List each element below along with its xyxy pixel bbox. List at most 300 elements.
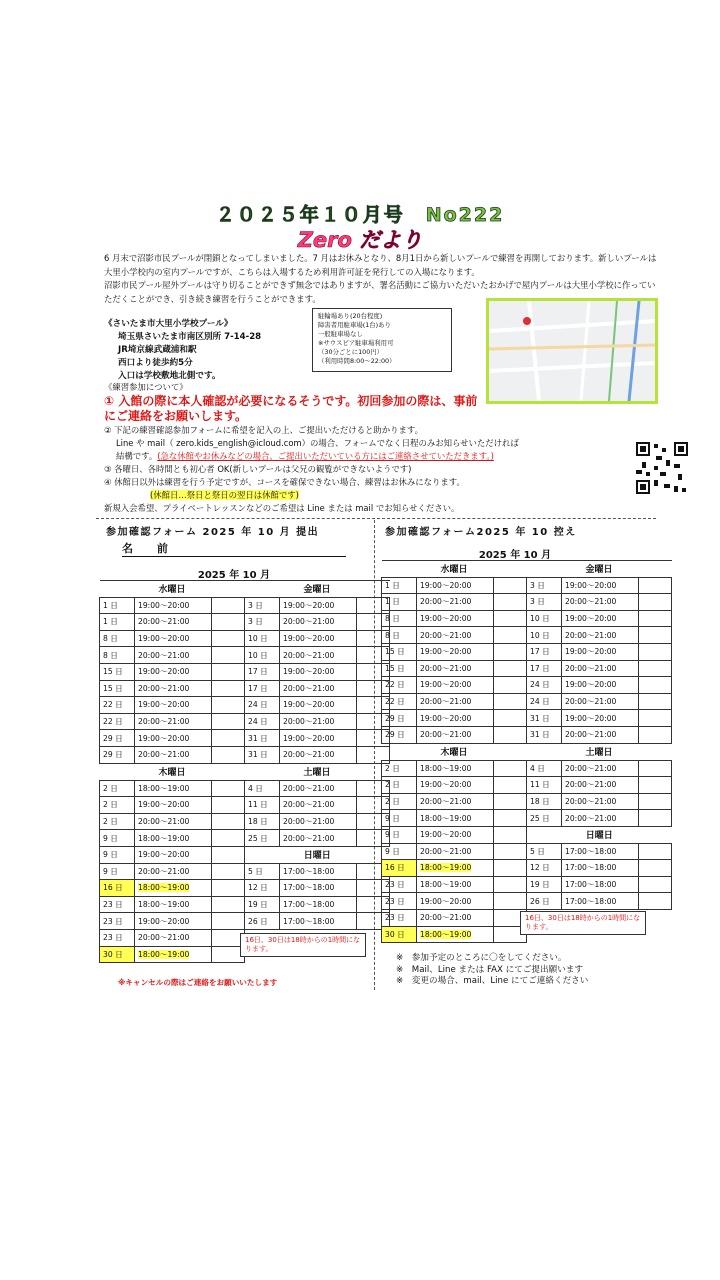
time-cell: 18:00〜19:00 [135,780,212,797]
time-cell: 17:00〜18:00 [562,860,639,877]
date-cell: 17 日 [245,663,280,680]
time-cell: 20:00〜21:00 [135,680,212,697]
day-header: 水曜日 [100,581,245,598]
issue-title: ２０２５年１０月号 No222 [215,204,505,226]
date-cell: 24 日 [527,677,562,694]
date-cell: 24 日 [527,693,562,710]
time-cell: 19:00〜20:00 [280,597,357,614]
date-cell: 5 日 [245,863,280,880]
date-cell: 31 日 [527,710,562,727]
date-cell: 12 日 [245,880,280,897]
time-cell: 20:00〜21:00 [417,693,494,710]
date-cell: 29 日 [100,730,135,747]
table-row [100,597,390,614]
check-cell[interactable] [639,610,672,627]
time-cell: 19:00〜20:00 [280,697,357,714]
table-row [100,730,390,747]
time-cell: 19:00〜20:00 [135,913,212,930]
time-cell: 20:00〜21:00 [135,813,212,830]
date-cell: 11 日 [527,777,562,794]
note-5: 新規入会希望、プライベートレッスンなどのご希望は Line または mail でお知らせください。 [104,503,460,513]
check-cell[interactable] [639,793,672,810]
table-row [100,896,390,913]
check-cell[interactable] [494,577,527,594]
check-cell[interactable] [212,863,245,880]
check-cell[interactable] [639,726,672,743]
date-cell: 9 日 [100,846,135,863]
table-row [100,746,390,763]
check-cell[interactable] [494,876,527,893]
day-header: 土曜日 [527,744,672,761]
date-cell: 11 日 [245,797,280,814]
check-cell[interactable] [639,710,672,727]
date-cell: 1 日 [382,594,417,611]
note-3: ③ 各曜日、各時間とも初心者 OK(新しいプールは父兄の観覧ができないようです) [104,464,412,474]
time-cell: 20:00〜21:00 [417,843,494,860]
time-cell: 19:00〜20:00 [562,610,639,627]
table-row [382,760,672,777]
date-cell: 4 日 [245,780,280,797]
date-cell: 8 日 [382,627,417,644]
check-cell[interactable] [639,677,672,694]
left-month-title: 2025 年 10 月 [197,570,271,581]
time-cell: 20:00〜21:00 [280,713,357,730]
time-cell: 20:00〜21:00 [417,594,494,611]
date-cell: 30 日 [100,946,135,963]
table-row [100,830,390,847]
address-line: 埼玉県さいたま市南区別所 7-14-28 [118,332,262,342]
date-cell: 23 日 [100,913,135,930]
date-cell: 15 日 [100,663,135,680]
check-cell[interactable] [212,797,245,814]
intro-text: 6 月末で沼影市民プールが閉鎖となってしまいました。7 月はお休みとなり、8月1日から新しいプールで練習を再開しております。新しいプールは大里小学校内の室内プールですが、こちらは入場するため利用許可証を発行しての入場になります。 [104,253,657,277]
check-cell[interactable] [494,643,527,660]
date-cell: 9 日 [382,810,417,827]
table-row [382,777,672,794]
time-cell: 19:00〜20:00 [417,777,494,794]
table-row [382,843,672,860]
address-block [104,318,261,383]
table-row [100,647,390,664]
time-cell: 20:00〜21:00 [135,614,212,631]
date-cell: 23 日 [100,929,135,946]
time-cell: 20:00〜21:00 [280,813,357,830]
check-cell[interactable] [639,660,672,677]
check-cell[interactable] [639,693,672,710]
time-cell: 20:00〜21:00 [417,627,494,644]
closed-days: (休館日…祭日と祭日の翌日は休館です) [150,490,299,500]
check-cell[interactable] [212,780,245,797]
left-form-title: 参加確認フォーム 2025 年 10 月 提出 [106,527,320,538]
date-cell: 2 日 [382,793,417,810]
check-cell[interactable] [639,594,672,611]
table-row [382,677,672,694]
check-cell[interactable] [494,710,527,727]
date-cell: 23 日 [382,876,417,893]
time-cell: 19:00〜20:00 [417,643,494,660]
check-cell[interactable] [212,896,245,913]
date-cell: 16 日 [100,880,135,897]
time-cell: 17:00〜18:00 [280,880,357,897]
day-header: 木曜日 [100,764,245,781]
address-line: JR埼京線武蔵浦和駅 [118,345,197,355]
date-cell: 25 日 [527,810,562,827]
date-cell: 12 日 [527,860,562,877]
time-cell: 19:00〜20:00 [562,677,639,694]
check-cell[interactable] [212,647,245,664]
check-cell[interactable] [212,813,245,830]
date-cell: 22 日 [100,697,135,714]
table-row [382,660,672,677]
table-row [100,614,390,631]
table-row [382,793,672,810]
left-time-note: 16日、30日は18時からの1時間になります。 [240,933,366,957]
check-cell[interactable] [212,730,245,747]
time-cell: 18:00〜19:00 [135,880,212,897]
time-cell: 20:00〜21:00 [562,777,639,794]
parking-line: （利用時間8:00〜22:00） [318,357,396,365]
address-line: 西口より徒歩約5分 [118,358,193,368]
check-cell[interactable] [494,843,527,860]
date-cell: 25 日 [245,830,280,847]
date-cell: 23 日 [382,909,417,926]
check-cell[interactable] [494,893,527,910]
note-1: ① 入館の際に本人確認が必要になるそうです。初回参加の際は、事前にご連絡をお願いします。 [104,394,478,423]
time-cell: 19:00〜20:00 [135,697,212,714]
time-cell: 20:00〜21:00 [135,713,212,730]
check-cell[interactable] [212,713,245,730]
time-cell: 19:00〜20:00 [417,893,494,910]
table-row [382,810,672,827]
time-cell: 18:00〜19:00 [417,926,494,943]
date-cell: 29 日 [382,726,417,743]
table-row [100,697,390,714]
note-4: ④ 休館日以外は練習を行う予定ですが、コースを確保できない場合、練習はお休みになります。 [104,477,465,487]
check-cell[interactable] [212,746,245,763]
check-cell[interactable] [494,860,527,877]
time-cell: 20:00〜21:00 [280,614,357,631]
table-row [382,693,672,710]
footer-notes [396,953,588,988]
time-cell: 20:00〜21:00 [280,780,357,797]
date-cell: 19 日 [245,896,280,913]
time-cell: 17:00〜18:00 [562,876,639,893]
check-cell[interactable] [494,826,527,843]
intro-text: 沼影市民プール屋外プールは守り切ることができず無念ではありますが、署名活動にご協力いただいたおかげで屋内プールは大里小学校に作っていただくことができ、引き続き練習を行うことができます。 [104,280,656,304]
date-cell: 9 日 [382,826,417,843]
date-cell: 3 日 [245,614,280,631]
day-header: 水曜日 [382,561,527,578]
time-cell: 20:00〜21:00 [417,909,494,926]
check-cell[interactable] [639,777,672,794]
time-cell: 19:00〜20:00 [417,826,494,843]
date-cell: 15 日 [382,660,417,677]
left-wed-fri-table [99,580,390,764]
parking-line: 障害者用駐車場(1台)あり [318,321,391,329]
right-time-note: 16日、30日は18時からの1時間になります。 [520,911,646,935]
table-row [100,713,390,730]
time-cell: 19:00〜20:00 [280,630,357,647]
time-cell: 19:00〜20:00 [562,577,639,594]
date-cell: 15 日 [382,643,417,660]
right-form-title: 参加確認フォーム2025 年 10 控え [385,527,577,538]
parking-info-box [312,308,452,372]
table-row [100,680,390,697]
newsletter-name: Zero だより [297,228,423,252]
name-field[interactable]: 名 前 [122,540,346,557]
table-row [382,627,672,644]
date-cell: 24 日 [245,697,280,714]
time-cell: 18:00〜19:00 [135,896,212,913]
table-row [100,863,390,880]
check-cell[interactable] [494,677,527,694]
time-cell: 19:00〜20:00 [135,597,212,614]
table-row [100,630,390,647]
date-cell: 3 日 [527,577,562,594]
date-cell: 19 日 [527,876,562,893]
time-cell: 17:00〜18:00 [562,893,639,910]
date-cell: 3 日 [245,597,280,614]
date-cell: 8 日 [100,647,135,664]
date-cell: 2 日 [100,797,135,814]
check-cell[interactable] [212,614,245,631]
time-cell: 20:00〜21:00 [562,793,639,810]
table-row [100,913,390,930]
date-cell: 1 日 [100,614,135,631]
time-cell: 20:00〜21:00 [562,693,639,710]
time-cell: 19:00〜20:00 [135,730,212,747]
check-cell[interactable] [212,697,245,714]
time-cell: 19:00〜20:00 [280,730,357,747]
footer-note: ※ 参加予定のところに〇をしてください。 [396,953,567,963]
table-row [382,643,672,660]
day-header: 日曜日 [245,846,390,863]
time-cell: 19:00〜20:00 [417,677,494,694]
date-cell: 22 日 [100,713,135,730]
date-cell: 17 日 [527,660,562,677]
time-cell: 18:00〜19:00 [417,876,494,893]
check-cell[interactable] [639,843,672,860]
footer-note: ※ Mail、Line または FAX にてご提出願います [396,964,583,975]
table-row [382,826,672,843]
time-cell: 18:00〜19:00 [417,760,494,777]
time-cell: 18:00〜19:00 [417,810,494,827]
table-row [382,726,672,743]
time-cell: 20:00〜21:00 [417,660,494,677]
date-cell: 29 日 [100,746,135,763]
parking-line: ※サウスピア駐車場利用可 [318,339,394,347]
day-header: 日曜日 [527,826,672,843]
parking-line: （30分ごとに100円） [318,348,384,356]
check-cell[interactable] [212,846,245,863]
table-row [100,813,390,830]
check-cell[interactable] [212,830,245,847]
date-cell: 31 日 [245,746,280,763]
table-row [382,710,672,727]
day-header: 土曜日 [245,764,390,781]
date-cell: 1 日 [100,597,135,614]
time-cell: 20:00〜21:00 [135,647,212,664]
date-cell: 26 日 [527,893,562,910]
time-cell: 19:00〜20:00 [417,610,494,627]
time-cell: 20:00〜21:00 [562,660,639,677]
date-cell: 15 日 [100,680,135,697]
date-cell: 2 日 [382,777,417,794]
note-2-text: 結構です。 [116,451,158,461]
time-cell: 20:00〜21:00 [562,760,639,777]
table-row [100,846,390,863]
time-cell: 20:00〜21:00 [562,810,639,827]
time-cell: 20:00〜21:00 [280,830,357,847]
check-cell[interactable] [639,860,672,877]
time-cell: 19:00〜20:00 [135,630,212,647]
date-cell: 31 日 [245,730,280,747]
date-cell: 29 日 [382,710,417,727]
date-cell: 31 日 [527,726,562,743]
check-cell[interactable] [639,810,672,827]
date-cell: 9 日 [100,863,135,880]
check-cell[interactable] [494,627,527,644]
check-cell[interactable] [494,760,527,777]
date-cell: 17 日 [527,643,562,660]
date-cell: 10 日 [527,610,562,627]
date-cell: 23 日 [382,893,417,910]
date-cell: 9 日 [100,830,135,847]
divider-horizontal [96,518,656,519]
check-cell[interactable] [494,726,527,743]
time-cell: 19:00〜20:00 [135,846,212,863]
date-cell: 8 日 [100,630,135,647]
check-cell[interactable] [639,577,672,594]
day-header: 金曜日 [527,561,672,578]
time-cell: 17:00〜18:00 [280,863,357,880]
address-title: 《さいたま市大里小学校プール》 [104,319,233,329]
date-cell: 10 日 [245,647,280,664]
date-cell: 22 日 [382,677,417,694]
check-cell[interactable] [212,880,245,897]
date-cell: 9 日 [382,843,417,860]
time-cell: 19:00〜20:00 [562,710,639,727]
time-cell: 17:00〜18:00 [280,913,357,930]
time-cell: 20:00〜21:00 [280,746,357,763]
check-cell[interactable] [212,680,245,697]
table-row [382,577,672,594]
date-cell: 4 日 [527,760,562,777]
date-cell: 3 日 [527,594,562,611]
time-cell: 20:00〜21:00 [280,647,357,664]
time-cell: 19:00〜20:00 [280,663,357,680]
date-cell: 30 日 [382,926,417,943]
footer-note: ※ 変更の場合、mail、Line にてご連絡ください [396,976,589,986]
participation-notes [104,381,664,515]
note-2-red: (急な休館やお休みなどの場合、ご提出いただいている方にはご連絡させていただきます。) [157,451,494,461]
address-line: 入口は学校敷地北側です。 [118,371,221,381]
time-cell: 19:00〜20:00 [562,643,639,660]
parking-line: 一般駐車場なし [318,330,363,338]
date-cell: 26 日 [245,913,280,930]
note-2-cont [104,450,664,463]
table-row [100,880,390,897]
check-cell[interactable] [639,893,672,910]
time-cell: 19:00〜20:00 [417,577,494,594]
time-cell: 19:00〜20:00 [135,663,212,680]
check-cell[interactable] [494,777,527,794]
date-cell: 22 日 [382,693,417,710]
date-cell: 2 日 [100,780,135,797]
time-cell: 18:00〜19:00 [417,860,494,877]
check-cell[interactable] [494,793,527,810]
time-cell: 20:00〜21:00 [562,594,639,611]
cancel-note: ※キャンセルの際はご連絡をお願いいたします [118,978,278,987]
check-cell[interactable] [639,876,672,893]
time-cell: 20:00〜21:00 [562,726,639,743]
check-cell[interactable] [494,693,527,710]
check-cell[interactable] [212,597,245,614]
table-row [382,594,672,611]
table-row [100,663,390,680]
time-cell: 17:00〜18:00 [280,896,357,913]
check-cell[interactable] [494,594,527,611]
time-cell: 20:00〜21:00 [562,627,639,644]
date-cell: 10 日 [527,627,562,644]
day-header: 木曜日 [382,744,527,761]
check-cell[interactable] [639,643,672,660]
date-cell: 1 日 [382,577,417,594]
date-cell: 8 日 [382,610,417,627]
time-cell: 20:00〜21:00 [135,863,212,880]
table-row [382,610,672,627]
check-cell[interactable] [639,760,672,777]
check-cell[interactable] [494,610,527,627]
date-cell: 17 日 [245,680,280,697]
note-2-contact: Line や mail（ zero.kids_english@icloud.com）の場合、フォームでなく日程のみお知らせいただければ [116,438,519,448]
check-cell[interactable] [212,913,245,930]
date-cell: 16 日 [382,860,417,877]
table-row [382,860,672,877]
check-cell[interactable] [212,663,245,680]
check-cell[interactable] [494,810,527,827]
date-cell: 18 日 [245,813,280,830]
time-cell: 19:00〜20:00 [135,797,212,814]
table-row [382,876,672,893]
notes-heading: 《練習参加について》 [104,382,188,392]
time-cell: 19:00〜20:00 [417,710,494,727]
note-2: ② 下記の練習確認参加フォームに希望を記入の上、ご提出いただけると助かります。 [104,425,423,435]
date-cell: 5 日 [527,843,562,860]
check-cell[interactable] [494,660,527,677]
date-cell: 24 日 [245,713,280,730]
note-4-closed [104,489,664,502]
day-header: 金曜日 [245,581,390,598]
table-row [100,780,390,797]
time-cell: 20:00〜21:00 [417,793,494,810]
parking-line: 駐輪場あり(20台程度) [318,312,383,320]
right-wed-fri-table [381,560,672,744]
time-cell: 20:00〜21:00 [280,797,357,814]
date-cell: 10 日 [245,630,280,647]
table-row [100,797,390,814]
date-cell: 23 日 [100,896,135,913]
date-cell: 2 日 [382,760,417,777]
right-month-title: 2025 年 10 月 [478,550,552,561]
time-cell: 20:00〜21:00 [135,929,212,946]
check-cell[interactable] [639,627,672,644]
map-pin-icon [523,317,531,325]
time-cell: 18:00〜19:00 [135,946,212,963]
time-cell: 18:00〜19:00 [135,830,212,847]
date-cell: 18 日 [527,793,562,810]
check-cell[interactable] [212,630,245,647]
